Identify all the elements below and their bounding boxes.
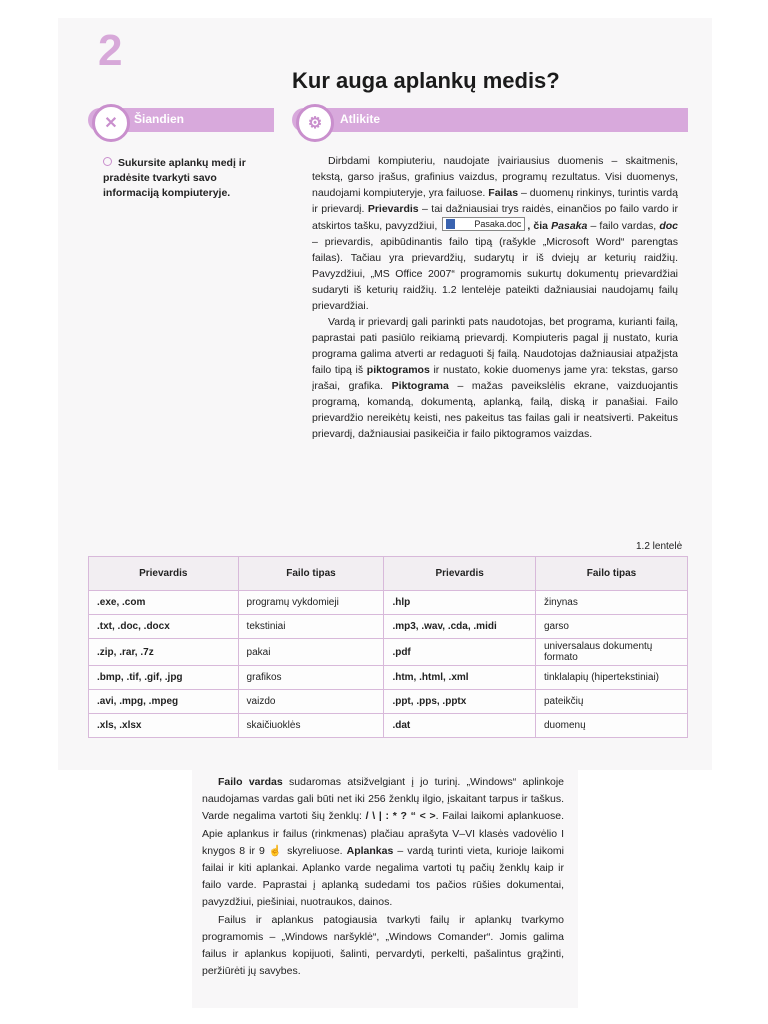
gear-icon: ⚙ <box>296 104 334 142</box>
table-row <box>89 690 688 714</box>
text-run: . Failai laikomi aplankuose. Apie aplankus ir failus (rinkmenas) plačiau aprašyta V–VI klasės vadovėlio I knygos 8 ir 9 ☝ skyreliuose. <box>202 810 565 857</box>
type-cell: vaizdo <box>238 690 384 714</box>
type-cell: duomenų <box>535 714 687 738</box>
term-failo-vardas: Failo vardas <box>218 776 283 788</box>
extension-cell: .txt, .doc, .docx <box>89 615 239 639</box>
file-example <box>442 217 525 231</box>
x-icon: ✕ <box>92 104 130 142</box>
extension-cell: .avi, .mpg, .mpeg <box>89 690 239 714</box>
table-header-row <box>89 557 688 591</box>
type-cell: tinklalapių (hipertekstiniai) <box>535 666 687 690</box>
type-cell: universalaus dokumentų formato <box>535 639 687 666</box>
text-run: sudaromas atsižvelgiant į jo turinį. „Windows“ aplinkoje naudojamas vardas gali būti net iki 256 ženklų ilgio, įskaitant tarpus ir taškus. Varde negalima vartoti šių ženklų: <box>202 776 564 823</box>
text-run: Vardą ir prievardį gali parinkti pats naudotojas, bet programa, kurianti failą, paprastai pati pasiūlo reikiamą prievardį. Kompiuteris pagal jį nustato, kuria programa galima atverti ar redaguoti šį failą. Naudotojas dažniausiai atpažįsta failo tipą iš <box>312 316 678 376</box>
paragraph <box>202 774 564 912</box>
extension-cell: .zip, .rar, .7z <box>89 639 239 666</box>
type-cell: pateikčių <box>535 690 687 714</box>
text-run: Dirbdami kompiuteriu, naudojate įvairiausius duomenis – skaitmenis, tekstą, garso įrašus, grafinius vaizdus, programų rezultatus. Visi duomenys, naudojami kompiuteryje, yra failuose. <box>312 155 678 199</box>
file-extensions-table <box>88 556 688 738</box>
table-caption: 1.2 lentelė <box>636 541 683 552</box>
extension-cell: .exe, .com <box>89 591 239 615</box>
text-run: – vardą turinti vieta, kurioje laikomi failai ir kiti aplankai. Aplanko varde negalima vartoti tų pačių ženklų kaip ir failo varde. Paprastai į aplanką sudedami tos pačios rūšies dokumentai, pavyzdžiui, piešiniai, nuotraukos, dainos. <box>202 844 565 909</box>
extension-cell: .hlp <box>384 591 536 615</box>
table-row <box>89 639 688 666</box>
extension-cell: .xls, .xlsx <box>89 714 239 738</box>
type-cell: tekstiniai <box>238 615 384 639</box>
word-document-icon <box>446 219 455 229</box>
term-doc: doc <box>659 220 678 232</box>
bottom-text <box>202 774 564 980</box>
column-header: Prievardis <box>384 557 536 591</box>
table-row <box>89 615 688 639</box>
type-cell: skaičiuoklės <box>238 714 384 738</box>
text-run: ir nustato, kokie duomenys jame yra: tekstas, garso įrašai, grafika. <box>312 364 678 392</box>
bullet-icon <box>103 157 112 166</box>
extension-cell: .dat <box>384 714 536 738</box>
table-row <box>89 666 688 690</box>
extension-cell: .mp3, .wav, .cda, .midi <box>384 615 536 639</box>
column-header: Prievardis <box>89 557 239 591</box>
paragraph <box>312 314 678 442</box>
term-prievardis: Prievardis <box>367 203 419 215</box>
term-piktogramos: piktogramos <box>366 364 430 376</box>
table-row <box>89 714 688 738</box>
main-text <box>312 153 678 442</box>
table-row <box>89 591 688 615</box>
extension-cell: .htm, .html, .xml <box>384 666 536 690</box>
text-run: – failo vardas, <box>590 220 657 232</box>
today-section-label: Šiandien <box>134 112 185 126</box>
file-example-name: Pasaka.doc <box>474 219 522 229</box>
goal-text: Sukursite aplankų medį ir pradėsite tvarkyti savo informaciją kompiuteryje. <box>103 157 246 199</box>
type-cell: žinynas <box>535 591 687 615</box>
paragraph: Failus ir aplankus patogiausia tvarkyti failų ir aplankų tvarkymo programomis – „Windows naršyklė“, „Windows Comander“. Jomis galima failus ir aplankus kopijuoti, šalinti, pervardyti, perkelti, pašalintus grąžinti, peržiūrėti jų savybes. <box>202 913 564 978</box>
type-cell: programų vykdomieji <box>238 591 384 615</box>
type-cell: grafikos <box>238 666 384 690</box>
column-header: Failo tipas <box>238 557 384 591</box>
section-divider-line <box>320 130 686 131</box>
type-cell: garso <box>535 615 687 639</box>
forbidden-characters: / \ | : * ? “ < > <box>365 810 436 823</box>
term-pasaka: Pasaka <box>551 220 588 232</box>
extension-cell: .ppt, .pps, .pptx <box>384 690 536 714</box>
extension-cell: .pdf <box>384 639 536 666</box>
page-title: Kur auga aplankų medis? <box>292 68 560 93</box>
column-header: Failo tipas <box>535 557 687 591</box>
lesson-goal <box>103 156 273 201</box>
extension-cell: .bmp, .tif, .gif, .jpg <box>89 666 239 690</box>
text-run: – prievardis, apibūdinantis failo tipą (rašykle „Microsoft Word“ parengtas failas). Tačiau yra prievardžių, sudarytų ir iš dviejų ar keturių raidžių. Pavyzdžiui, „MS Office 2007“ programomis sukurtų dokumentų prievardžiai sudaryti iš keturių raidžių. 1.2 lentelėje pateikti dažniausiai naudojamų failų prievardžiai. <box>312 236 678 312</box>
chapter-number: 2 <box>98 26 123 75</box>
term-failas: Failas <box>488 187 519 199</box>
text-run: – mažas paveikslėlis ekrane, vaizduojantis programą, komandą, dokumentą, aplanką, failą, diską ir panašiai. Failo prievardžio nereikėtų keisti, nes pakeitus tas failas gali ir neatsiverti. Pakeitus prievardį, dažniausiai pasikeičia ir failo piktogramos vaizdas. <box>312 380 679 440</box>
term-piktograma: Piktograma <box>391 380 449 392</box>
text-run: – tai dažniausiai trys raidės, einančios po failo vardo ir atskirtos tašku, pavyzdžiui, <box>312 203 678 232</box>
do-section-label: Atlikite <box>340 112 381 126</box>
type-cell: pakai <box>238 639 384 666</box>
text-run: , čia <box>527 220 549 232</box>
term-aplankas: Aplankas <box>346 844 394 857</box>
text-run: – duomenų rinkinys, turintis vardą ir prievardį. <box>312 187 678 215</box>
paragraph <box>312 153 678 314</box>
